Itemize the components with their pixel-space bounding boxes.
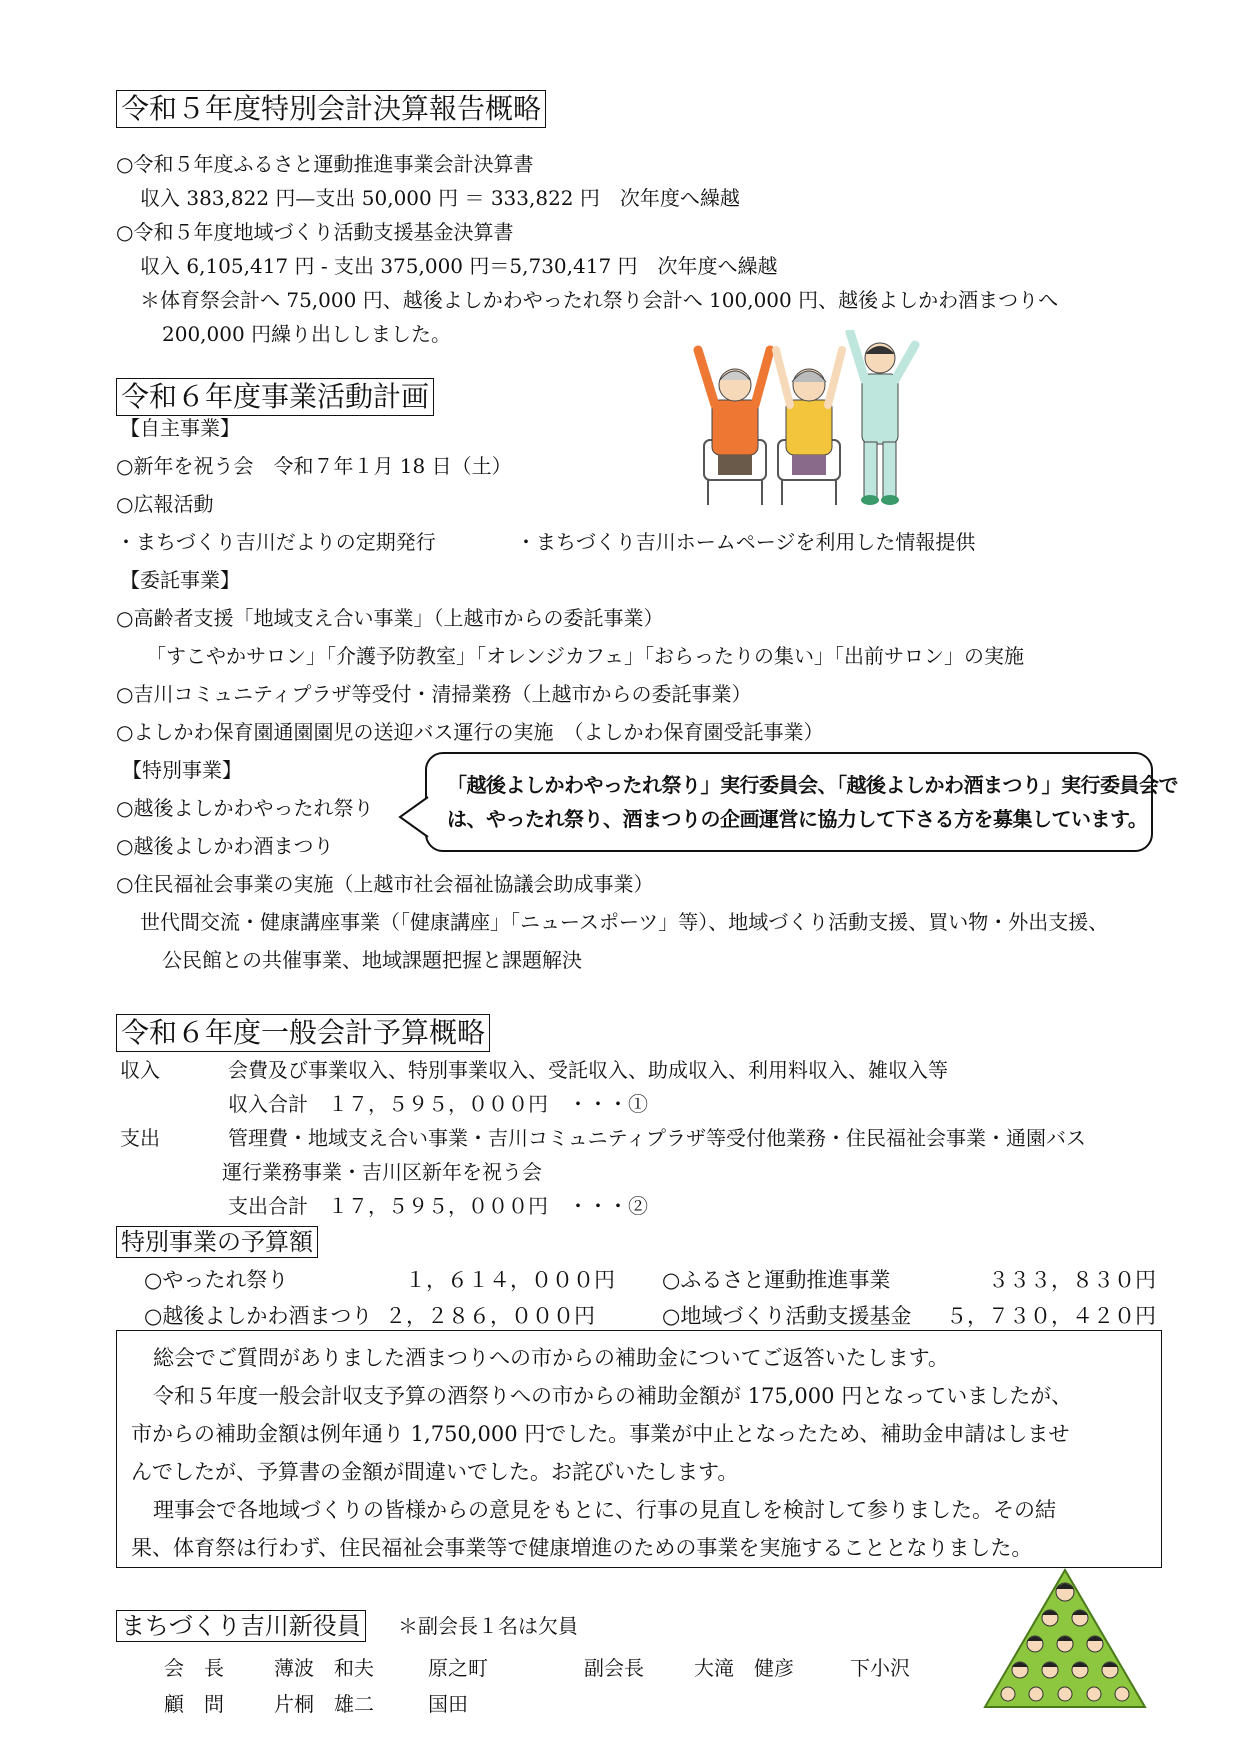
- officers-heading: まちづくり吉川新役員: [116, 1610, 366, 1642]
- bubble-tail: [398, 795, 430, 839]
- consign-projects-label: 【委託事業】: [120, 568, 240, 592]
- seated-woman-figure: [776, 350, 842, 505]
- officer-row1-name2: 大滝 健彦: [694, 1656, 794, 1680]
- settlement-note-line2: 200,000 円繰り出ししました。: [162, 322, 452, 346]
- budget-row1-amount1: １，６１４，０００円: [405, 1268, 615, 1292]
- notice-line1: 総会でご質問がありました酒まつりへの市からの補助金についてご返答いたします。: [153, 1346, 949, 1370]
- budget-row2-amount2: ５，７３０，４２０円: [946, 1304, 1156, 1328]
- yattare-festival: ○越後よしかわやったれ祭り: [116, 796, 374, 820]
- standing-instructor-figure: [850, 332, 915, 505]
- elderly-support: ○高齢者支援「地域支え合い事業」（上越市からの委託事業）: [116, 606, 664, 630]
- pr-activity: ○広報活動: [116, 492, 214, 516]
- budget-row2-name2: ○地域づくり活動支援基金: [662, 1304, 912, 1328]
- officers-note: ＊副会長１名は欠員: [398, 1614, 578, 1638]
- pr-item-newsletter: ・まちづくり吉川だよりの定期発行: [116, 530, 436, 554]
- officer-row2-role: 顧 問: [164, 1692, 224, 1716]
- budget-row2-name1: ○越後よしかわ酒まつり: [144, 1304, 373, 1328]
- welfare-detail-line2: 公民館との共催事業、地域課題把握と課題解決: [162, 948, 582, 972]
- budget-row2-amount1: ２，２８６，０００円: [385, 1304, 595, 1328]
- plan-heading: 令和６年度事業活動計画: [116, 378, 434, 416]
- officer-row2-name: 片桐 雄二: [274, 1692, 374, 1716]
- budget-row1-name1: ○やったれ祭り: [144, 1268, 289, 1292]
- pr-item-homepage: ・まちづくり吉川ホームページを利用した情報提供: [516, 530, 976, 554]
- settlement-item2-detail: 収入 6,105,417 円 - 支出 375,000 円＝5,730,417 円 次年度へ繰越: [140, 254, 778, 278]
- expense-detail-line2: 運行業務事業・吉川区新年を祝う会: [222, 1160, 542, 1184]
- income-total: 収入合計 １７，５９５，０００円 ・・・①: [228, 1092, 648, 1116]
- settlement-note-line1: ＊体育祭会計へ 75,000 円、越後よしかわやったれ祭り会計へ 100,000 円、越後よしかわ酒まつりへ: [140, 288, 1059, 312]
- self-projects-label: 【自主事業】: [120, 416, 240, 440]
- welfare-program: ○住民福祉会事業の実施（上越市社会福祉協議会助成事業）: [116, 872, 654, 896]
- budget-row1-amount2: ３３３，８３０円: [988, 1268, 1156, 1292]
- income-label: 収入: [120, 1058, 160, 1082]
- welfare-detail-line1: 世代間交流・健康講座事業（「健康講座」「ニュースポーツ」等）、地域づくり活動支援、買い物・外出支援、: [140, 910, 1109, 934]
- officer-row1-area: 原之町: [428, 1656, 488, 1680]
- plaza-reception: ○吉川コミュニティプラザ等受付・清掃業務（上越市からの委託事業）: [116, 682, 752, 706]
- bubble-line1: 「越後よしかわやったれ祭り」実行委員会、「越後よしかわ酒まつり」実行委員会で: [447, 773, 1178, 797]
- exercise-people-illustration: [690, 330, 930, 510]
- settlement-item1-title: ○令和５年度ふるさと運動推進事業会計決算書: [116, 152, 534, 176]
- expense-total: 支出合計 １７，５９５，０００円 ・・・②: [228, 1194, 648, 1218]
- notice-line6: 果、体育祭は行わず、住民福祉会事業等で健康増進のための事業を実施することとなりました。: [131, 1536, 1033, 1560]
- bubble-text: [447, 768, 1178, 836]
- nursery-bus: ○よしかわ保育園通園園児の送迎バス運行の実施 （よしかわ保育園受託事業）: [116, 720, 824, 744]
- notice-line4: んでしたが、予算書の金額が間違いでした。お詫びいたします。: [131, 1460, 739, 1484]
- notice-line5: 理事会で各地域づくりの皆様からの意見をもとに、行事の見直しを検討して参りました。その結: [153, 1498, 1056, 1522]
- new-year-event: ○新年を祝う会 令和７年１月 18 日（土）: [116, 454, 512, 478]
- seated-man-figure: [698, 350, 770, 505]
- sake-festival: ○越後よしかわ酒まつり: [116, 834, 334, 858]
- officer-row1-role: 会 長: [164, 1656, 224, 1680]
- expense-label: 支出: [120, 1126, 160, 1150]
- special-projects-label: 【特別事業】: [122, 758, 242, 782]
- elderly-support-detail: 「すこやかサロン」「介護予防教室」「オレンジカフェ」「おらったりの集い」「出前サロン」の実施: [146, 644, 1024, 668]
- special-budget-heading: 特別事業の予算額: [116, 1226, 318, 1258]
- budget-heading: 令和６年度一般会計予算概略: [116, 1014, 490, 1052]
- settlement-item2-title: ○令和５年度地域づくり活動支援基金決算書: [116, 220, 514, 244]
- subsidy-notice-box: [116, 1330, 1162, 1568]
- recruitment-speech-bubble: [425, 752, 1178, 852]
- settlement-heading: 令和５年度特別会計決算報告概略: [116, 90, 546, 128]
- officer-row2-area: 国田: [428, 1692, 468, 1716]
- settlement-item1-detail: 収入 383,822 円—支出 50,000 円 ＝ 333,822 円 次年度へ繰越: [140, 186, 740, 210]
- officer-row1-area2: 下小沢: [850, 1656, 910, 1680]
- group-pyramid-illustration: [980, 1562, 1150, 1712]
- notice-line3: 市からの補助金額は例年通り 1,750,000 円でした。事業が中止となったため、補助金申請はしませ: [131, 1422, 1070, 1446]
- officer-row1-name: 薄波 和夫: [274, 1656, 374, 1680]
- bubble-line2: は、やったれ祭り、酒まつりの企画運営に協力して下さる方を募集しています。: [447, 807, 1148, 831]
- officer-row1-role2: 副会長: [584, 1656, 644, 1680]
- budget-row1-name2: ○ふるさと運動推進事業: [662, 1268, 891, 1292]
- income-detail: 会費及び事業収入、特別事業収入、受託収入、助成収入、利用料収入、雑収入等: [228, 1058, 948, 1082]
- notice-line2: 令和５年度一般会計収支予算の酒祭りへの市からの補助金額が 175,000 円となっていましたが、: [153, 1384, 1073, 1408]
- expense-detail-line1: 管理費・地域支え合い事業・吉川コミュニティプラザ等受付他業務・住民福祉会事業・通園バス: [228, 1126, 1086, 1150]
